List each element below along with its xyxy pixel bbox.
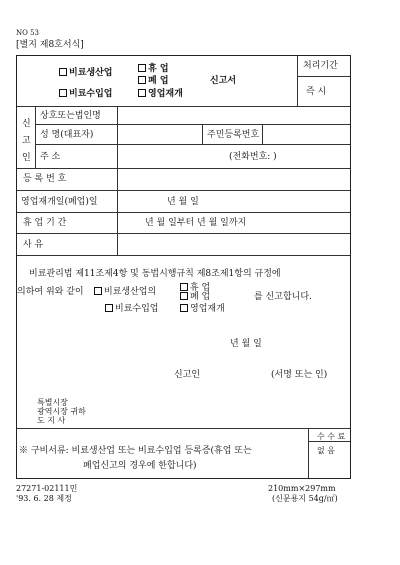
report-form xyxy=(16,55,351,479)
form-title: [별지 제8호서식] xyxy=(16,40,84,50)
checkbox-body-close-icon[interactable] xyxy=(180,292,188,300)
recipient-line-2: 광역시장 귀하 xyxy=(37,407,86,416)
company-name-label: 상호또는법인명 xyxy=(40,111,101,121)
attachment-line-1: ※ 구비서류: 비료생산업 또는 비료수입업 등록증(휴업 또는 xyxy=(19,446,252,456)
phone-label: (전화번호: ) xyxy=(229,152,277,162)
suspend-period-label: 휴 업 기 간 xyxy=(23,218,67,228)
fee-value: 없 음 xyxy=(317,446,335,455)
checkbox-suspend-icon[interactable] xyxy=(138,64,146,72)
body-line-2b[interactable]: 비료생산업의 xyxy=(94,287,156,297)
processing-period-label: 처리기간 xyxy=(303,61,338,71)
body-line-2c: 를 신고합니다. xyxy=(254,292,312,302)
report-title: 신고서 xyxy=(210,76,237,86)
resident-number-label: 주민등록번호 xyxy=(207,130,260,140)
applicant-side-3: 인 xyxy=(22,153,31,163)
body-option-resume[interactable]: 영업재개 xyxy=(180,304,225,314)
option-suspend[interactable]: 휴 업 xyxy=(138,64,169,74)
registration-number-label: 등 록 번 호 xyxy=(23,174,67,184)
applicant-side-1: 신 xyxy=(22,119,31,129)
checkbox-body-resume-icon[interactable] xyxy=(180,304,188,312)
body-line-2a: 의하여 위와 같이 xyxy=(17,287,84,297)
checkbox-body-import-icon[interactable] xyxy=(105,304,113,312)
recipient-line-3: 도 지 사 xyxy=(37,416,66,425)
paper-weight: (신문용지 54g/㎡) xyxy=(272,494,338,503)
address-label: 주 소 xyxy=(40,152,61,162)
option-resume[interactable]: 영업재개 xyxy=(138,89,183,99)
resume-date-value: 년 월 일 xyxy=(167,197,199,207)
representative-label: 성 명(대표자) xyxy=(40,130,94,140)
report-date: 년 월 일 xyxy=(230,339,262,349)
body-line-3[interactable]: 비료수입업 xyxy=(105,304,158,314)
body-option-suspend[interactable]: 휴 업 xyxy=(180,283,210,293)
option-close[interactable]: 폐 업 xyxy=(138,76,169,86)
body-option-close[interactable]: 폐 업 xyxy=(180,292,210,302)
form-number: NO 53 xyxy=(16,29,39,37)
attachment-line-2: 폐업신고의 경우에 한합니다) xyxy=(83,461,197,471)
reason-label: 사 유 xyxy=(23,240,44,250)
checkbox-import-icon[interactable] xyxy=(59,89,67,97)
body-line-1: 비료관리법 제11조제4항 및 동법시행규칙 제8조제1항의 규정에 xyxy=(29,269,281,279)
option-produce[interactable]: 비료생산업 xyxy=(59,68,112,78)
reporter-label: 신고인 xyxy=(174,370,201,380)
checkbox-body-suspend-icon[interactable] xyxy=(180,283,188,291)
recipient-line-1: 특별시장 xyxy=(37,398,68,407)
checkbox-close-icon[interactable] xyxy=(138,76,146,84)
processing-period-value: 즉 시 xyxy=(306,87,327,97)
option-import[interactable]: 비료수입업 xyxy=(59,89,112,99)
applicant-side-2: 고 xyxy=(22,136,31,146)
bottom-date: '93. 6. 28 제정 xyxy=(16,494,72,503)
paper-size: 210mm×297mm xyxy=(268,484,336,493)
checkbox-body-produce-icon[interactable] xyxy=(94,287,102,295)
signature-label: (서명 또는 인) xyxy=(271,370,328,380)
bottom-code: 27271-02111민 xyxy=(16,484,78,493)
suspend-period-value: 년 월 일부터 년 월 일까지 xyxy=(145,218,247,228)
resume-date-label: 영업재개일(폐업)일 xyxy=(21,197,98,207)
fee-label: 수 수 료 xyxy=(317,432,346,441)
checkbox-resume-icon[interactable] xyxy=(138,89,146,97)
checkbox-produce-icon[interactable] xyxy=(59,68,67,76)
